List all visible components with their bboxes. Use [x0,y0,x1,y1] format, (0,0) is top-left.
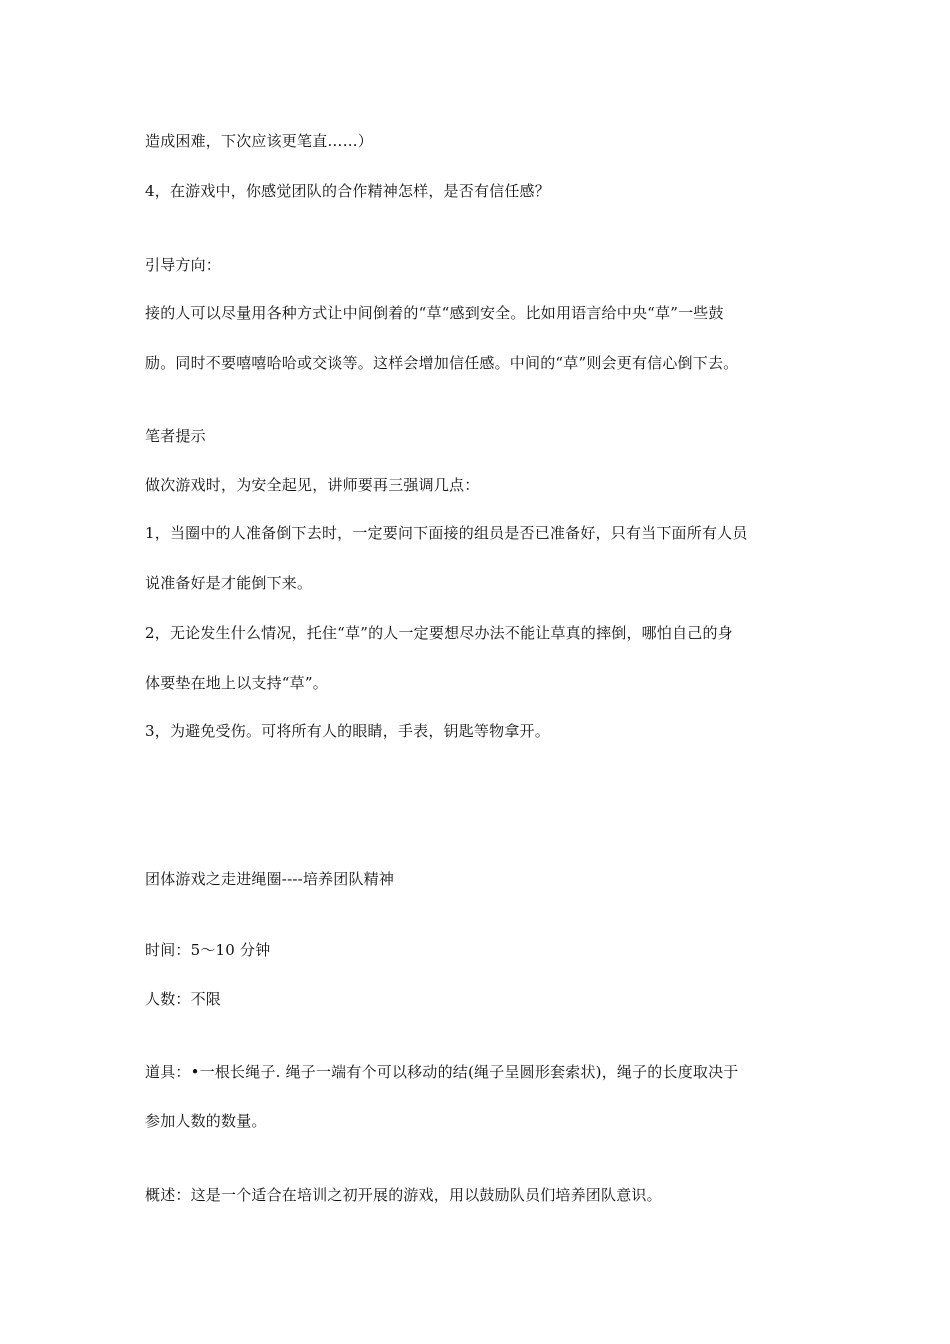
guidance-text-line-1: 接的人可以尽量用各种方式让中间倒着的“草“感到安全。比如用语言给中央“草”一些鼓 [145,304,724,322]
game-title: 团体游戏之走进绳圈----培养团队精神 [145,870,395,888]
author-tips-heading: 笔者提示 [145,427,206,445]
question-4: 4，在游戏中，你感觉团队的合作精神怎样，是否有信任感？ [145,182,550,200]
safety-point-2-line-2: 体要垫在地上以支持“草”。 [145,674,328,692]
safety-point-3: 3，为避免受伤。可将所有人的眼睛，手表，钥匙等物拿开。 [145,722,550,740]
safety-intro: 做次游戏时，为安全起见，讲师要再三强调几点： [145,476,480,494]
game-props-line-1: 道具：•一根长绳子. 绳子一端有个可以移动的结(绳子呈圆形套索状)，绳子的长度取决于 [145,1063,739,1081]
text-line-difficulty-note: 造成困难，下次应该更笔直……） [145,132,374,150]
safety-point-2-line-1: 2，无论发生什么情况，托住“草”的人一定要想尽办法不能让草真的摔倒，哪怕自己的身 [145,624,733,642]
guidance-heading: 引导方向： [145,256,222,274]
safety-point-1-line-2: 说准备好是才能倒下来。 [145,574,313,592]
game-time: 时间：5～10 分钟 [145,941,271,959]
game-props-line-2: 参加人数的数量。 [145,1112,267,1130]
guidance-text-line-2: 励。同时不要嘻嘻哈哈或交谈等。这样会增加信任感。中间的“草”则会更有信心倒下去。 [145,354,739,372]
safety-point-1-line-1: 1，当圈中的人准备倒下去时，一定要问下面接的组员是否已准备好，只有当下面所有人员 [145,524,748,542]
game-overview: 概述：这是一个适合在培训之初开展的游戏，用以鼓励队员们培养团队意识。 [145,1186,662,1204]
game-participants: 人数：不限 [145,990,222,1008]
